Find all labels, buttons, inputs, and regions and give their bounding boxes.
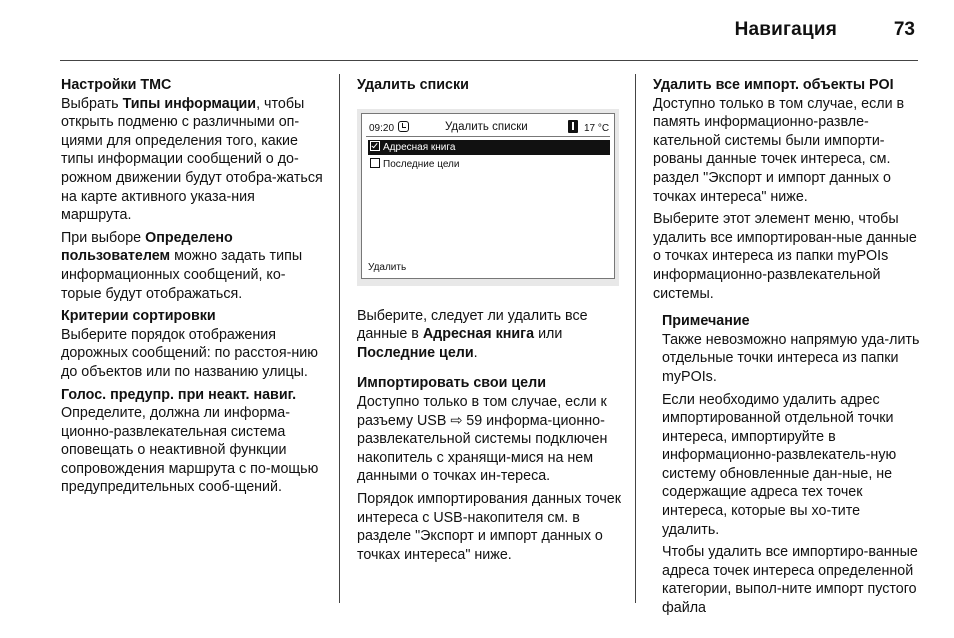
heading-delete-lists: Удалить списки	[357, 77, 469, 93]
header-divider	[60, 60, 918, 61]
text: .	[473, 344, 478, 361]
temperature: 17 °C	[584, 122, 610, 134]
column-3	[653, 76, 921, 618]
delete-softkey[interactable]: Удалить	[368, 261, 407, 273]
note-paragraph: Также невозможно напрямую уда-лить отдельные точки интереса из папки myPOIs.	[662, 331, 920, 385]
note-block	[662, 312, 921, 618]
menu-item-label: Адресная книга	[383, 141, 456, 153]
text: При выборе	[61, 229, 146, 246]
column-1	[61, 76, 326, 497]
paragraph	[357, 307, 622, 363]
bold-term: Определено пользователем	[61, 229, 233, 265]
text: , чтобы открыть подменю с различными оп-циями для определения того, какие типы информации сообщений о до-рожном движении будут отобра-жаться на карте активного указа-ния маршрута.	[61, 95, 323, 224]
paragraph: Определите, должна ли информа-ционно-развлекательная система оповещать о неактивной функции сопровождения маршрута с по-мощью предупредительных сооб-щений.	[61, 405, 319, 496]
heading-import-destinations: Импортировать свои цели	[357, 375, 546, 392]
paragraph	[61, 229, 326, 303]
section-title: Навигация	[734, 19, 837, 40]
note-heading: Примечание	[662, 313, 750, 330]
screenshot-figure	[357, 109, 619, 286]
heading-delete-all-poi: Удалить все импорт. объекты POI	[653, 77, 894, 93]
text: или	[534, 326, 563, 343]
note-paragraph: Чтобы удалить все импортиро-ванные адреса точек интереса определенной категории, выпол-ните импорт пустого файла	[662, 544, 918, 617]
screen-divider	[366, 136, 610, 137]
menu-item-recent-destinations[interactable]	[368, 157, 610, 172]
bold-term: Типы информации	[122, 95, 257, 112]
note-paragraph: Если необходимо удалить адрес импортированной отдельной точки интереса, импортируйте в информационно-развлекатель-ную систему обновленные дан-ные, не содержащие адреса тех точек интереса, которые вы хо-тите удалить.	[662, 391, 897, 538]
column-divider-1	[339, 74, 340, 603]
page-number: 73	[893, 19, 915, 40]
heading-tmc-settings: Настройки TMC	[61, 77, 172, 93]
text: Выбрать	[61, 95, 123, 112]
paragraph: Выберите порядок отображения дорожных сообщений: по расстоя-нию до объектов или по названию улицы.	[61, 326, 318, 380]
heading-voice-warning: Голос. предупр. при неакт. навиг.	[61, 386, 297, 403]
paragraph	[61, 95, 326, 225]
column-2	[357, 76, 622, 564]
paragraph: Порядок импортирования данных точек интереса с USB-накопителя см. в разделе "Экспорт и импорт данных о точках интереса" ниже.	[357, 490, 622, 563]
screen-title: Удалить списки	[445, 120, 528, 133]
heading-sort-criteria: Критерии сортировки	[61, 308, 216, 325]
paragraph: Доступно только в том случае, если в память информационно-развле-кательной системы были импорти-рованы данные точек интереса, см. раздел "Экспорт и импорт данных о точках интереса" ниже.	[653, 95, 905, 205]
screen-status-bar	[365, 120, 611, 136]
menu-item-address-book[interactable]	[368, 140, 610, 155]
paragraph: Выберите этот элемент меню, чтобы удалить все импортирован-ные данные о точках интереса из папки myPOIs информационно-развлекательной системы.	[653, 211, 917, 302]
checkbox-checked-icon	[370, 141, 380, 151]
menu-item-label: Последние цели	[383, 158, 460, 170]
column-divider-2	[635, 74, 636, 603]
thermometer-icon	[568, 120, 578, 133]
paragraph: Доступно только в том случае, если к разъему USB ⇨ 59 информа-ционно-развлекательной системы подключен накопитель с хранящи-мися на нем данными о точках ин-тереса.	[357, 393, 608, 485]
text: можно задать типы информационных сообщений, ко-торые будут отображаться.	[61, 248, 303, 302]
display-screen	[361, 113, 615, 279]
clock-icon	[398, 121, 409, 132]
bold-term: Адресная книга	[422, 326, 535, 343]
text: Выберите, следует ли удалить все данные в	[357, 307, 588, 343]
checkbox-icon	[370, 158, 380, 168]
clock-time: 09:20	[369, 122, 395, 134]
bold-term: Последние цели	[357, 344, 474, 361]
